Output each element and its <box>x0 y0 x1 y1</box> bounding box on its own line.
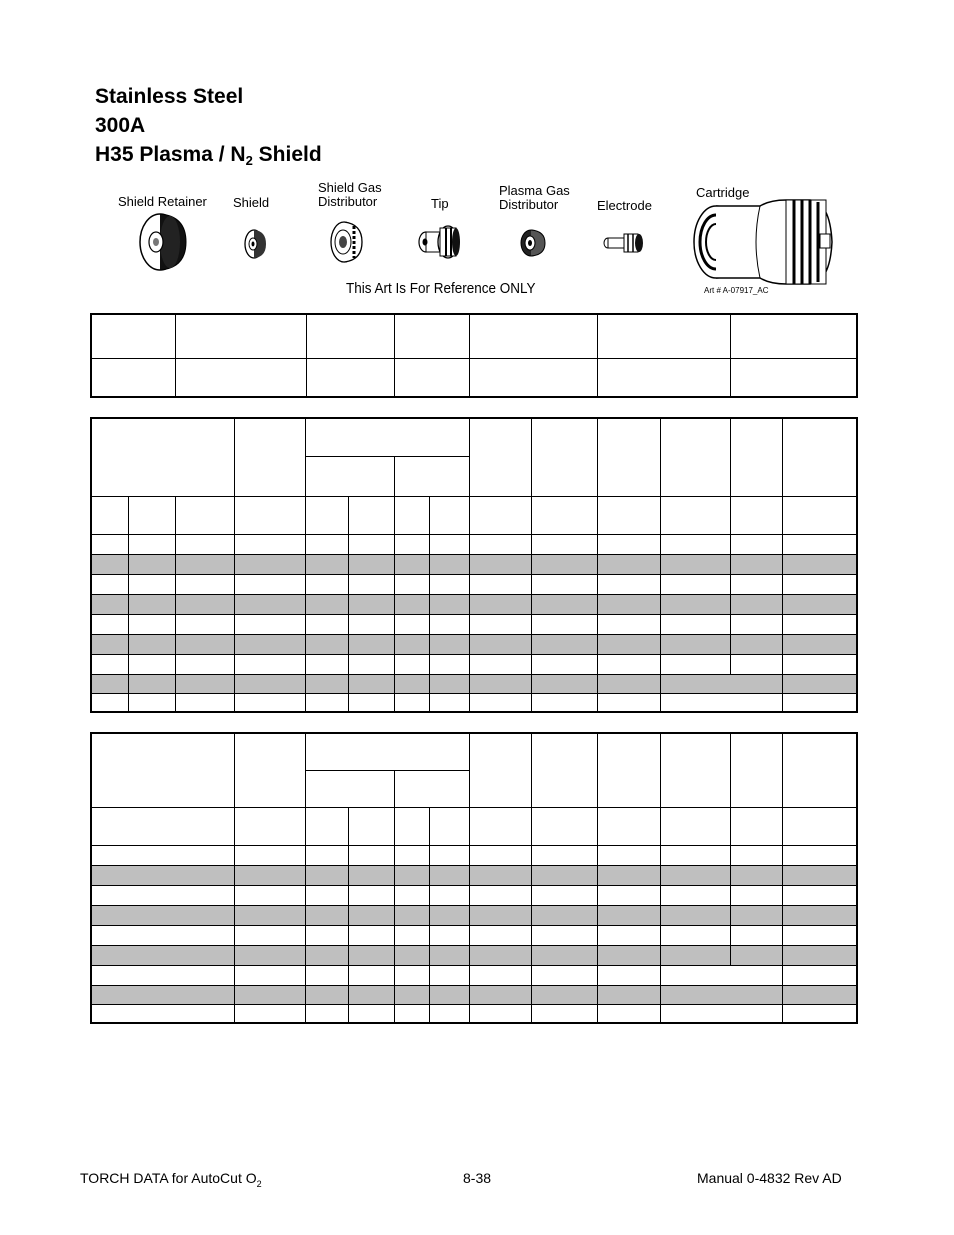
shield-illustration <box>242 228 268 260</box>
table-row <box>91 614 857 634</box>
part-label-shield-gas-distributor: Shield Gas Distributor <box>318 180 382 209</box>
footer-page-number: 8-38 <box>463 1170 492 1186</box>
cartridge-illustration <box>690 196 834 286</box>
cut-table-header-row <box>91 418 857 456</box>
part-label-cartridge: Cartridge <box>696 185 750 200</box>
art-number: Art # A-07917_AC <box>704 286 769 295</box>
table-row <box>91 574 857 594</box>
reference-note: This Art Is For Reference ONLY <box>346 280 536 297</box>
cut-data-table-metric <box>90 732 858 1024</box>
tip-illustration <box>416 224 462 260</box>
shield-gas-distributor-illustration <box>328 220 366 264</box>
title-line-material: Stainless Steel <box>95 85 244 108</box>
table-row <box>91 905 857 925</box>
footer-section-title: TORCH DATA for AutoCut $O_2$ <box>80 1170 262 1189</box>
title-line-amperage: 300A <box>95 114 146 137</box>
cut-data-table-imperial <box>90 417 858 713</box>
title-line-gases: H35 Plasma / $N_2$ Shield <box>95 143 322 168</box>
table-row <box>91 534 857 554</box>
table-row <box>91 945 857 965</box>
table-row <box>91 554 857 574</box>
page-title <box>95 82 322 175</box>
electrode-illustration <box>602 230 646 256</box>
table-row <box>91 693 857 712</box>
table-row <box>91 634 857 654</box>
part-label-tip: Tip <box>431 196 449 211</box>
table-row <box>91 985 857 1004</box>
cut-table-unit-row <box>91 496 857 534</box>
metric-table-header-row <box>91 733 857 770</box>
footer-manual-number: Manual 0-4832 Rev AD <box>697 1170 842 1186</box>
part-table-header-row <box>91 314 857 358</box>
part-label-shield-retainer: Shield Retainer <box>118 194 207 209</box>
table-row <box>91 654 857 674</box>
table-row <box>91 845 857 865</box>
table-row <box>91 1004 857 1023</box>
shield-retainer-illustration <box>134 212 190 272</box>
table-row <box>91 865 857 885</box>
table-row <box>91 885 857 905</box>
part-table-value-row <box>91 358 857 397</box>
plasma-gas-distributor-illustration <box>518 228 548 258</box>
part-label-electrode: Electrode <box>597 198 652 213</box>
part-label-shield: Shield <box>233 195 270 210</box>
table-row <box>91 594 857 614</box>
table-row <box>91 965 857 985</box>
metric-table-unit-row <box>91 807 857 845</box>
table-row <box>91 674 857 693</box>
table-row <box>91 925 857 945</box>
part-number-table <box>90 313 858 398</box>
part-label-plasma-gas-distributor: Plasma Gas Distributor <box>499 183 570 212</box>
